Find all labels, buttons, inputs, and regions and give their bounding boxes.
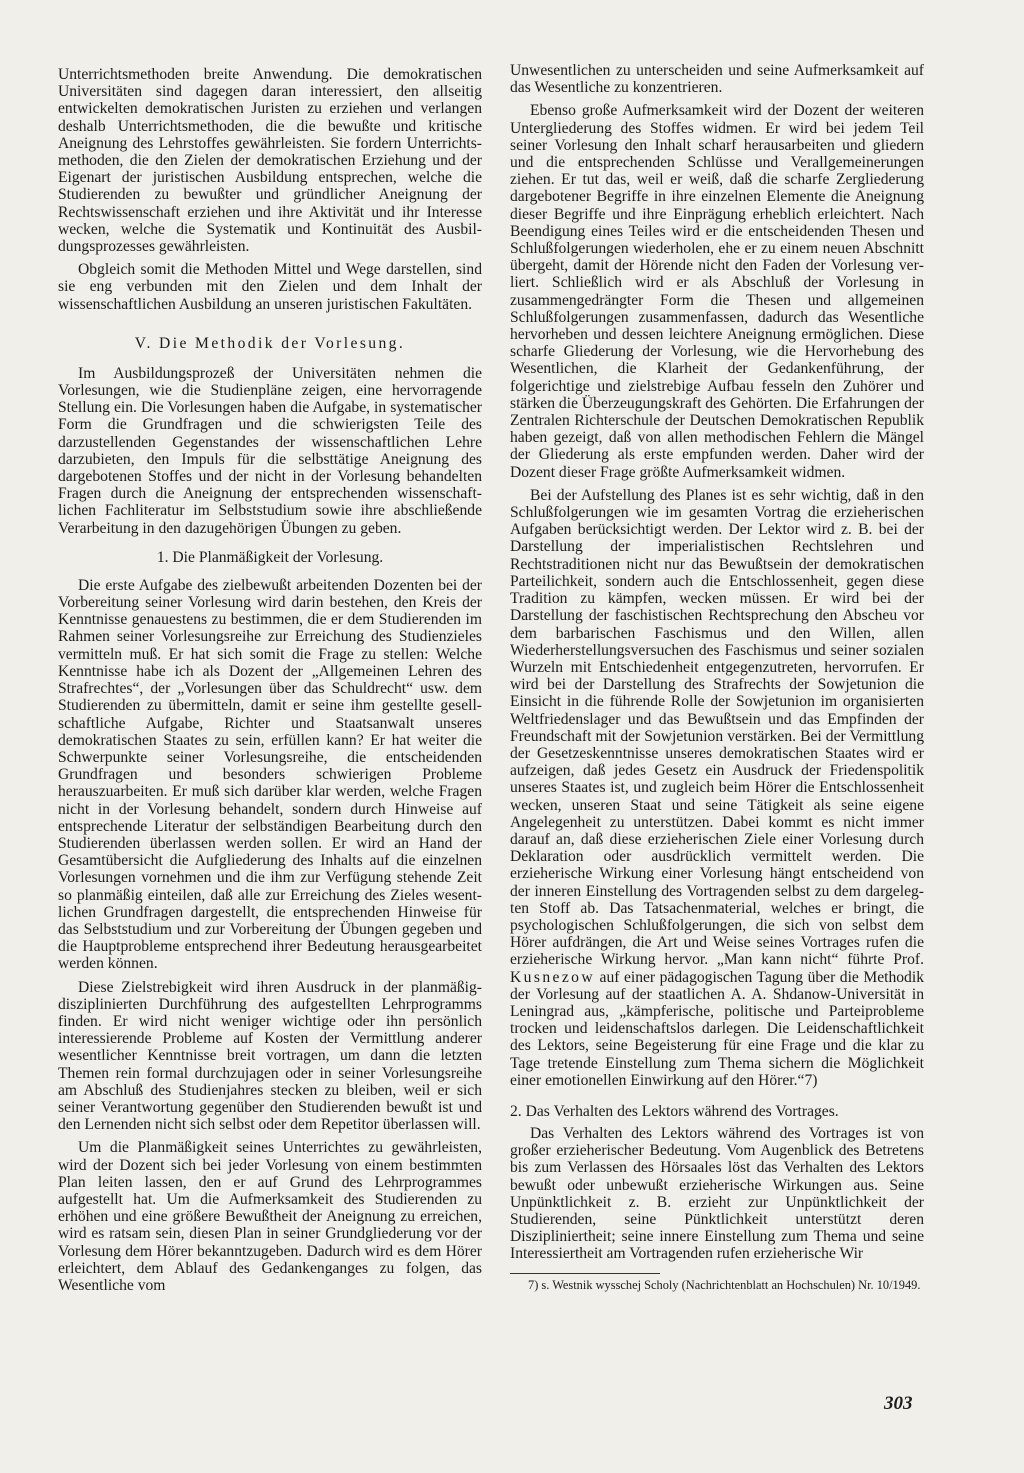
subsection-heading: 1. Die Planmäßigkeit der Vorlesung. xyxy=(156,548,384,566)
author-name: Kusnezow xyxy=(510,968,596,986)
paragraph xyxy=(510,487,924,1089)
paragraph-text: auf einer pädagogischen Tagung über die Methodik der Vorlesung auf der staatlichen A. A. Shdanow-Universität in Leningrad aus, „kämpferische, politische und Parteiprobleme trocken und leidenschaftslos darlegen. Die Leidenschaftlichkeit des Lektors, seine Begeisterung für eine Frage und die klar zu Tage tretende Einstellung zum Thema sichern die Möglichkeit einer emotionellen Einwirkung auf den Hörer.“7) xyxy=(510,968,924,1089)
paragraph-text: Bei der Aufstellung des Planes ist es sehr wichtig, daß in den Schlußfolgerungen wie im gesamten Vortrag die erzieherischen Aufgaben berücksichtigt werden. Der Lektor wird z. B. bei der Darstellung der imperialistischen Rechtslehren und Rechtstraditionen nicht nur das Bewußtsein der demokratischen Parteilichkeit, sondern auch die Entschlossenheit, gegen diese Tradition zu kämpfen, wecken müssen. Er wird bei der Darstellung der faschistischen Rechtsprechung den Abscheu vor dem barbarischen Faschismus und den Willen, allen Wiederherstellungsversuchen des Faschismus und seiner sozialen Wurzeln mit Entschiedenheit entgegenzutreten, hervorrufen. Er wird bei der Darstellung des Strafrechts der Sowjetunion die Einsicht in die führende Rolle der Sowjetunion im organisierten Weltfriedenslager und das Bewußtsein und das Empfinden der Freundschaft mit der Sowjetunion verstärken. Bei der Vermittlung der Gesetzeskenntnisse unseres demokratischen Staates wird er aufzeigen, daß jedes Gesetz ein Ausdruck der Friedenspolitik unseres Staates ist, und zugleich beim Hörer die Entschlossenheit wecken, unseren Staat und seine Tätigkeit als seine eigene Angelegenheit zu unterstützen. Dabei kommt es nicht immer darauf an, daß diese erzieherischen Ziele einer Vorlesung durch Deklaration oder ausdrücklich vermittelt werden. Die erzieherische Wirkung einer Vorlesung hängt entscheidend von der inneren Einstellung des Vortragenden selbst zu dem dargelegten Stoff ab. Das Tatsachenmaterial, welches er bringt, die psychologischen Schlußfolgerungen, die sich von selbst dem Hörer aufdrängen, die Art und Weise seines Vortrages rufen die erzieherische Wirkung hervor. „Man kann nicht“ führte Prof. xyxy=(510,486,924,969)
paragraph: Diese Zielstrebigkeit wird ihren Ausdruck in der planmäßig-disziplinierten Durchführung des aufgestellten Lehrprogramms finden. Er wird nicht weniger wichtige oder ihn persönlich interessierende Probleme auf Kosten der Vermittlung anderer wesentlicher Kenntnisse breit vortragen, um dann die letzten Themen rein formal durchzujagen oder in seiner Vorlesungsreihe am Abschluß des Studienjahres stecken zu bleiben, weil er sich seiner Verantwortung gegenüber den Studierenden bewußt ist und den Lernenden nicht sich selbst oder dem Repetitor überlassen will. xyxy=(58,978,482,1134)
paragraph: Die erste Aufgabe des zielbewußt arbeitenden Dozenten bei der Vorbereitung seiner Vorlesung wird darin bestehen, den Kreis der Kenntnisse genauestens zu bestimmen, die er dem Studierenden im Rahmen seiner Vorlesungsreihe zur Erreichung des Studienzieles vermitteln muß. Er hat sich somit die Frage zu stellen: Welche Kenntnisse habe ich als Dozent der „Allgemeinen Lehren des Strafrechtes“, der „Vorlesungen über das Schuldrecht“ usw. dem Studierenden zu übermitteln, damit er seine ihm gestellte gesellschaftliche Aufgabe, Richter und Staatsanwalt unseres demokratischen Staates zu sein, erfüllen kann? Er hat weiter die Schwerpunkte seiner Vorlesungsreihe, die entscheidenden Grundfragen und besonders schwierigen Probleme herauszuarbeiten. Er muß sich darüber klar werden, welche Fragen nicht in der Vorlesung behandelt, sondern durch Hinweise auf entsprechende Literatur der selbständigen Bearbeitung durch den Studierenden überlassen werden sollen. Er wird an Hand der Gesamtübersicht die Aufgliederung des Inhalts auf die einzelnen Vorlesungen vornehmen und die ihm zur Verfügung stehende Zeit so planmäßig einteilen, daß alle zur Erreichung des Zieles wesentlichen Grundfragen dargestellt, die entsprechenden Hinweise für das Selbststudium und zur Vorbereitung der Übungen gegeben und die Hauptprobleme entsprechend ihrer Bedeutung herausgearbeitet werden können. xyxy=(58,576,482,973)
right-column xyxy=(510,62,924,1292)
section-heading: V. Die Methodik der Vorlesung. xyxy=(134,334,406,352)
footnote-divider xyxy=(510,1273,660,1274)
subsection-heading: 2. Das Verhalten des Lektors während des Vortrages. xyxy=(510,1102,839,1120)
paragraph: Im Ausbildungsprozeß der Universitäten nehmen die Vorlesungen, wie die Studienpläne zeigen, eine hervorragende Stellung ein. Die Vorlesungen haben die Aufgabe, in systematischer Form die Grundfragen und die schwierigsten Teile des darzustellenden Gegenstandes der wissenschaftlichen Lehre darzubieten, den Impuls für die selbsttätige Aneignung des dargebotenen Stoffes und der nicht in der Vorlesung behandelten Fragen durch die Aneignung der entsprechenden wissenschaftlichen Fachliteratur im Selbststudium sowie ihre abschließende Verarbeitung in den dazugehörigen Übungen zu geben. xyxy=(58,364,482,537)
page-number: 303 xyxy=(884,1393,913,1414)
paragraph: Das Verhalten des Lektors während des Vortrages ist von großer erzieherischer Bedeutung. Vom Augenblick des Betretens bis zum Verlassen des Hörsaales löst das Verhalten des Lektors bewußt oder unbewußt erzieherische Wirkungen aus. Seine Unpünktlichkeit z. B. erzieht zur Unpünktlichkeit der Studierenden, seine Pünktlichkeit unterstützt deren Diszipliniertheit; seine innere Einstellung zum Thema und seine Interessiertheit am Vortragenden rufen erzieherische Wir xyxy=(510,1124,924,1263)
paragraph: Unwesentlichen zu unterscheiden und seine Aufmerksamkeit auf das Wesentliche zu konzentrieren. xyxy=(510,62,924,97)
paragraph: Ebenso große Aufmerksamkeit wird der Dozent der weiteren Untergliederung des Stoffes widmen. Er wird bei jedem Teil seiner Vorlesung den Inhalt scharf herausarbeiten und gliedern und die entsprechenden Schlüsse und Verallgemeinerungen ziehen. Er tut das, weil er weiß, daß die scharfe Zergliederung dargebotener Begriffe in ihre einzelnen Elemente die Aneignung dieser Begriffe und ihre Einprägung erheblich erleichtert. Nach Beendigung eines Teiles wird er die entscheidenden Thesen und Schlußfolgerungen wiederholen, ehe er zu einem neuen Abschnitt übergeht, damit der Hörende nicht den Faden der Vorlesung verliert. Schließlich wird er als Abschluß der Vorlesung in zusammengedrängter Form die Thesen und allgemeinen Schlußfolgerungen zusammenfassen, dadurch das Wesentliche hervorheben und dessen leichtere Aneignung ermöglichen. Diese scharfe Gliederung der Vorlesung, wie die Hervorhebung des Wesentlichen, die Klarheit der Gedankenführung, der folgerichtige und zielstrebige Aufbau fesseln den Zuhörer und stärken die Überzeugungskraft des Gehörten. Die Erfahrungen der Zentralen Richterschule der Deutschen Demokratischen Republik haben gezeigt, daß von allen methodischen Fehlern die Mängel der Gliederung als erste empfunden werden. Daher wird der Dozent dieser Frage größte Aufmerksamkeit widmen. xyxy=(510,102,924,481)
paragraph: Unterrichtsmethoden breite Anwendung. Die demokratischen Universitäten sind dagegen daran interessiert, den allseitig entwickelten demokratischen Juristen zu erziehen und verlangen deshalb Unterrichtsmethoden, die die bewußte und kritische Aneignung des Lehrstoffes gewährleisten. Sie fordern Unterrichtsmethoden, die den Zielen der demokratischen Erziehung und der Eigenart der juristischen Ausbildung entsprechen, welche die Studierenden zu bewußter und gründlicher Aneignung der Rechtswissenschaft erziehen und ihre Aktivität und ihr Interesse wecken, welche die Systematik und Kontinuität des Ausbildungsprozesses gewährleisten. xyxy=(58,66,482,256)
footnote: 7) s. Westnik wysschej Scholy (Nachrichtenblatt an Hochschulen) Nr. 10/1949. xyxy=(528,1277,921,1292)
paragraph: Um die Planmäßigkeit seines Unterrichtes zu gewährleisten, wird der Dozent sich bei jeder Vorlesung von einem bestimmten Plan leiten lassen, den er auf Grund des Lehrprogrammes aufgestellt hat. Um die Aufmerksamkeit des Studierenden zu erhöhen und eine größere Bewußtheit der Aneignung zu erreichen, wird es ratsam sein, diesen Plan in seiner Grundgliederung vor der Vorlesung dem Hörer bekanntzugeben. Dadurch wird es dem Hörer erleichtert, dem Ablauf des Gedankenganges zu folgen, das Wesentliche vom xyxy=(58,1139,482,1294)
paragraph: Obgleich somit die Methoden Mittel und Wege darstellen, sind sie eng verbunden mit den Zielen und dem Inhalt der wissenschaftlichen Ausbildung an unseren juristischen Fakultäten. xyxy=(58,261,482,313)
left-column xyxy=(58,66,482,1294)
